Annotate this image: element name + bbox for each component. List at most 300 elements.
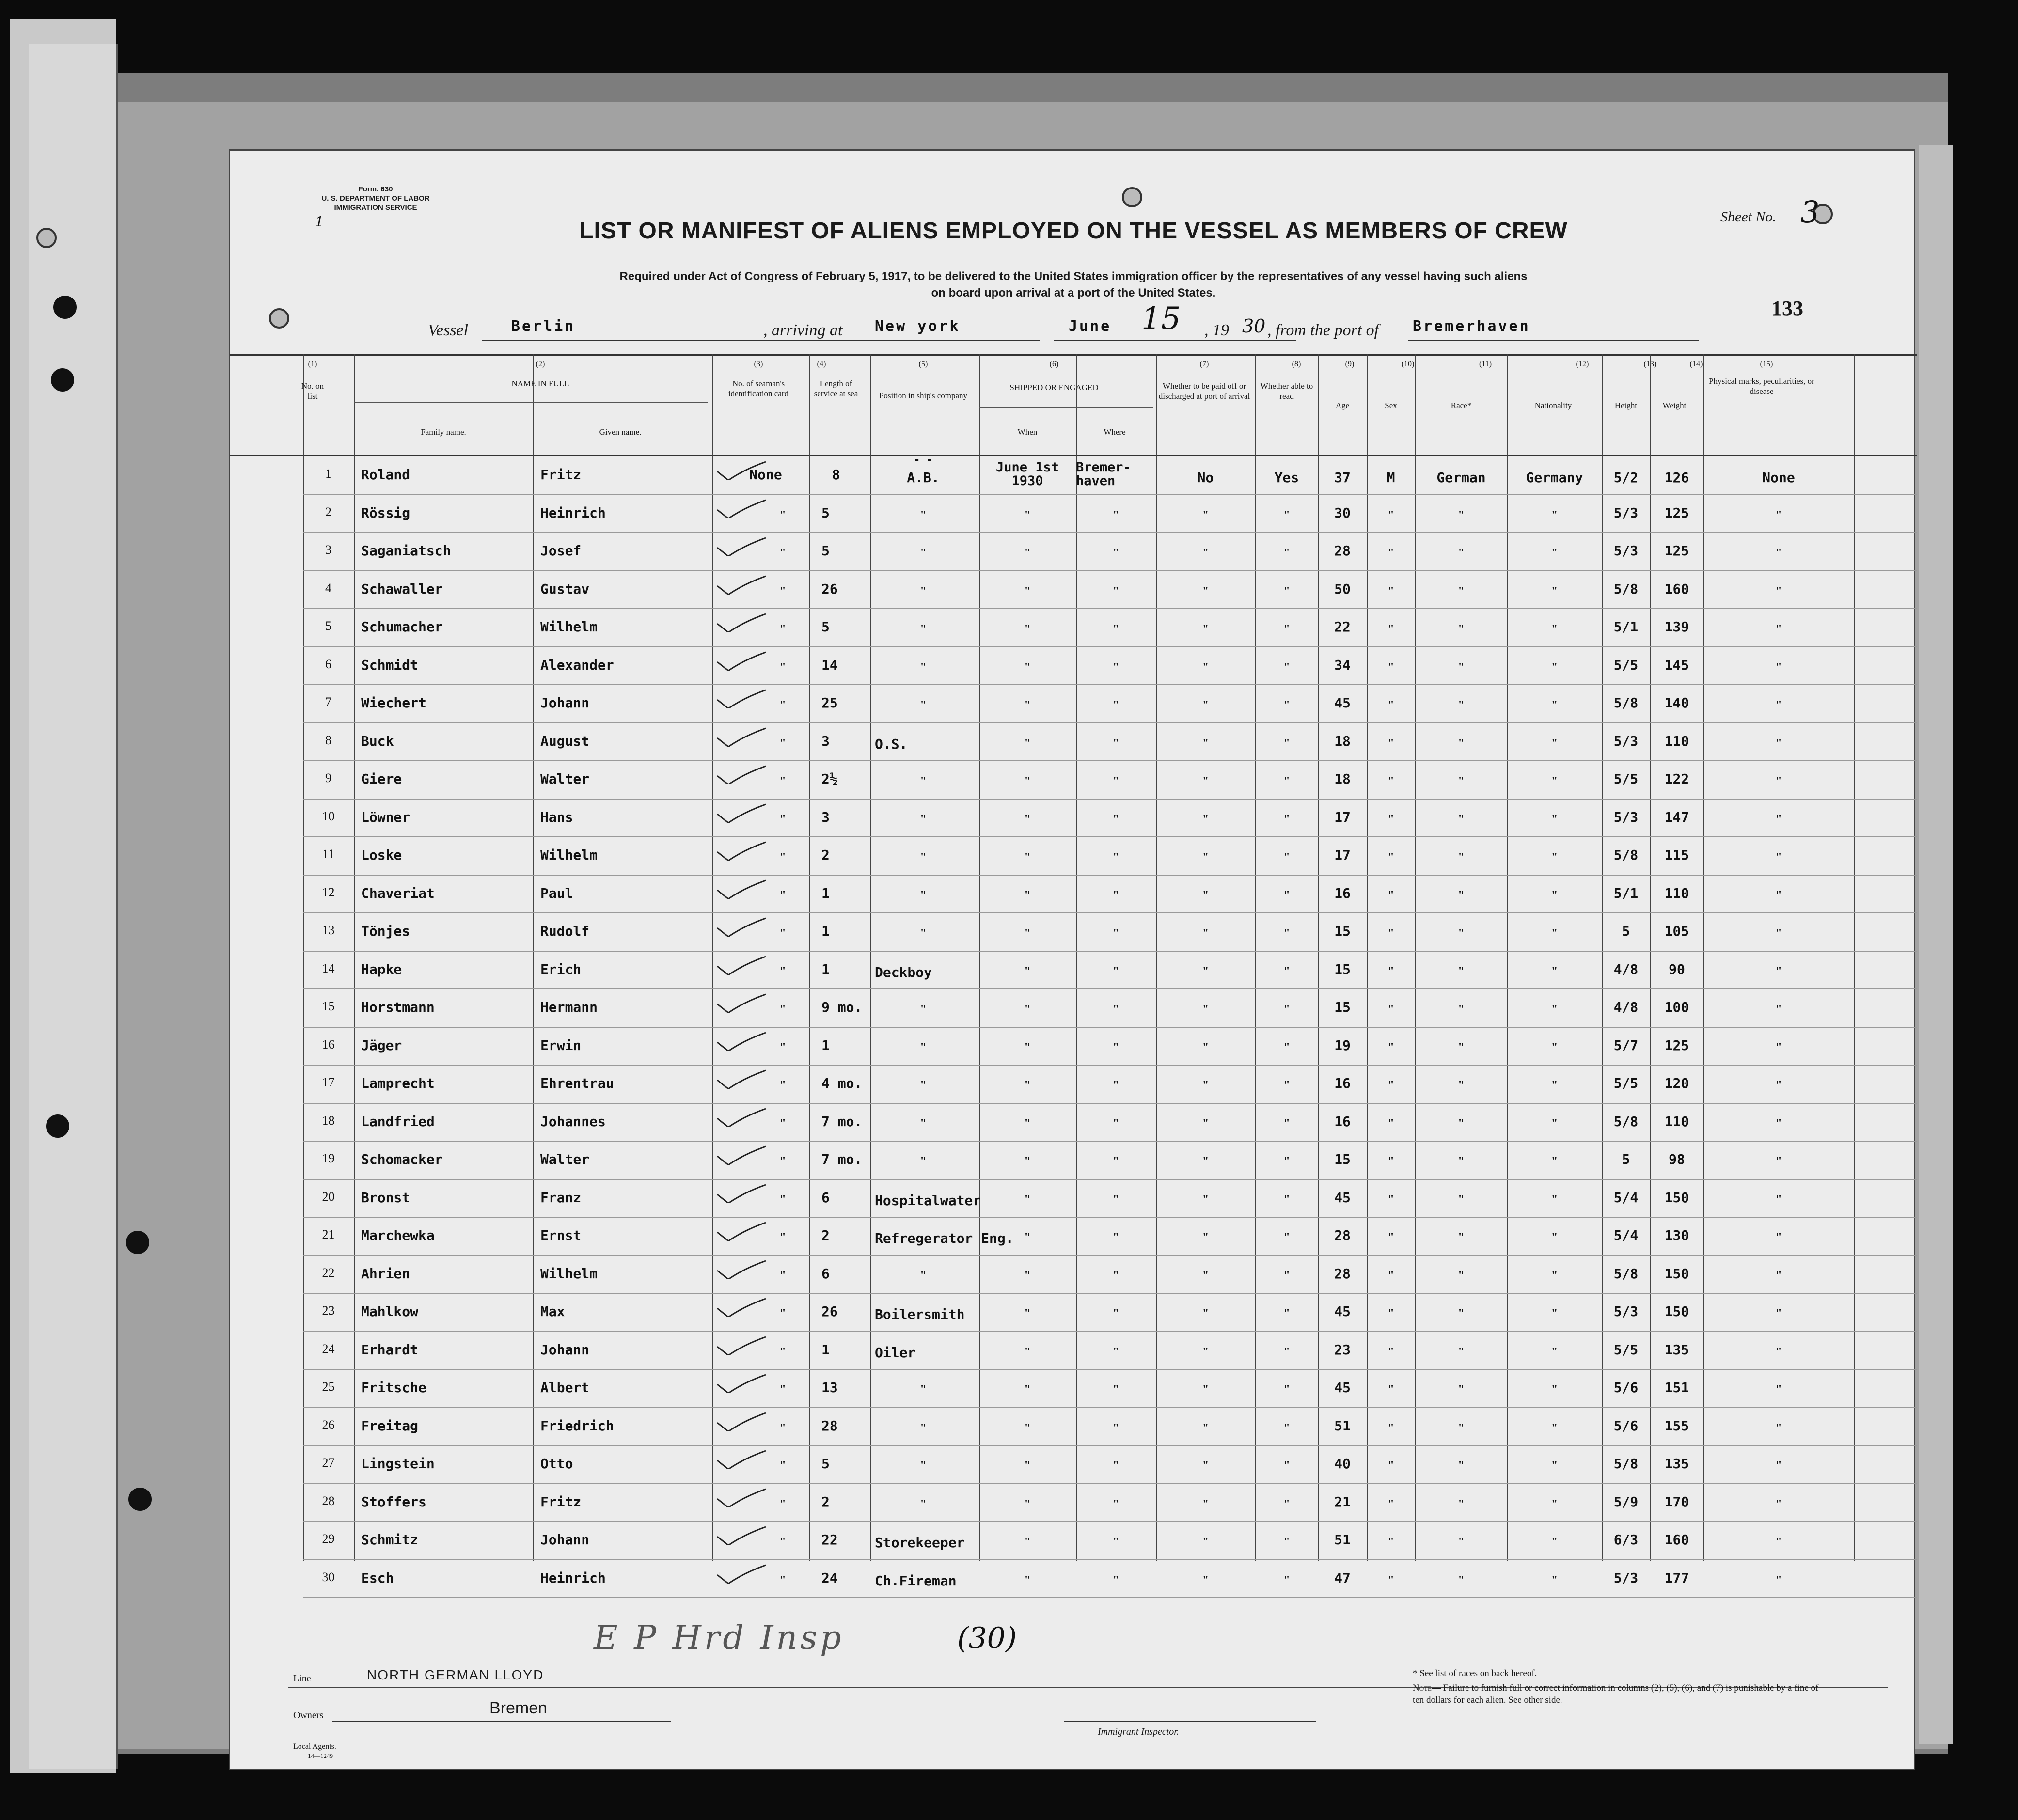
- family-name: Saganiatsch: [361, 543, 451, 559]
- when-ditto: ": [1024, 1573, 1031, 1586]
- given-name: Johannes: [540, 1113, 606, 1130]
- age: 28: [1334, 543, 1351, 559]
- column-number: (14): [1689, 360, 1703, 368]
- line-value: NORTH GERMAN LLOYD: [367, 1667, 544, 1682]
- sex-ditto: ": [1387, 1345, 1394, 1358]
- paid-off-ditto: ": [1202, 965, 1209, 978]
- age: 16: [1334, 1075, 1351, 1091]
- paid-off-ditto: ": [1202, 1155, 1209, 1168]
- given-name: Franz: [540, 1189, 582, 1206]
- service-length: 7 mo.: [821, 1113, 863, 1130]
- shipped-where: Bremer-: [1076, 460, 1131, 475]
- able-read-ditto: ": [1283, 1383, 1290, 1396]
- position-ditto: ": [920, 1155, 927, 1168]
- row-line: [303, 684, 1917, 685]
- sex-ditto: ": [1387, 547, 1394, 559]
- race-ditto: ": [1458, 660, 1465, 674]
- height: 5/3: [1613, 1569, 1639, 1586]
- family-name: Schmitz: [361, 1532, 419, 1548]
- paid-off-ditto: ": [1202, 1117, 1209, 1130]
- age: 30: [1334, 504, 1351, 521]
- row-line: [303, 799, 1917, 800]
- where-ditto: ": [1112, 1193, 1119, 1206]
- position-ditto: ": [920, 623, 927, 635]
- race-ditto: ": [1458, 623, 1465, 635]
- height: 5/9: [1613, 1493, 1639, 1510]
- race-ditto: ": [1458, 813, 1465, 826]
- column-number: (8): [1292, 360, 1301, 368]
- race-ditto: ": [1458, 1041, 1465, 1054]
- race-ditto: ": [1458, 1307, 1465, 1320]
- given-name: Hans: [540, 809, 573, 825]
- id-card-ditto: ": [779, 965, 786, 978]
- nationality-ditto: ": [1551, 1269, 1558, 1282]
- id-card-ditto: ": [779, 547, 786, 559]
- marks-ditto: ": [1775, 1307, 1782, 1320]
- height: 5/8: [1613, 581, 1639, 597]
- when-ditto: ": [1024, 1459, 1031, 1472]
- height: 5/5: [1613, 1341, 1639, 1358]
- able-read-ditto: ": [1283, 1536, 1290, 1548]
- underline: [1408, 340, 1699, 341]
- where-ditto: ": [1112, 1421, 1119, 1434]
- marks-ditto: ": [1775, 1003, 1782, 1016]
- id-card-ditto: ": [779, 1041, 786, 1054]
- marks-ditto: ": [1775, 1536, 1782, 1548]
- page-subtitle: [230, 268, 1917, 301]
- service-length: 3: [821, 809, 830, 825]
- given-name: Fritz: [540, 1493, 582, 1510]
- sex-ditto: ": [1387, 623, 1394, 635]
- able-read-ditto: ": [1283, 1345, 1290, 1358]
- header-height: Height: [1614, 401, 1638, 410]
- column-number: (13): [1643, 360, 1657, 368]
- manifest-sheet: [229, 149, 1915, 1770]
- given-name: Wilhelm: [540, 1265, 598, 1282]
- nationality-ditto: ": [1551, 660, 1558, 674]
- row-number: 26: [322, 1417, 335, 1432]
- height: 5/8: [1613, 847, 1639, 863]
- race-ditto: ": [1458, 1459, 1465, 1472]
- right-edge-sheet: [1919, 145, 1953, 1744]
- page-title: LIST OR MANIFEST OF ALIENS EMPLOYED ON THE VESSEL AS MEMBERS OF CREW: [579, 218, 1568, 244]
- underline: [870, 340, 1040, 341]
- nationality-ditto: ": [1551, 1231, 1558, 1244]
- id-card-ditto: ": [779, 1003, 786, 1016]
- position: Hospitalwater: [875, 1192, 981, 1208]
- header-sex: Sex: [1385, 401, 1397, 410]
- able-read-ditto: ": [1283, 1497, 1290, 1510]
- weight: 110: [1664, 1113, 1689, 1130]
- when-ditto: ": [1024, 813, 1031, 826]
- header-age: Age: [1335, 401, 1350, 410]
- position-ditto: ": [920, 813, 927, 826]
- family-name: Wiechert: [361, 695, 426, 711]
- check-mark-icon: [715, 1488, 768, 1507]
- row-line: [303, 570, 1917, 571]
- punch-hole: [51, 368, 74, 392]
- id-card-ditto: ": [779, 1421, 786, 1434]
- row-number: 30: [322, 1569, 335, 1584]
- height: 6/3: [1613, 1532, 1639, 1548]
- paid-off-ditto: ": [1202, 1497, 1209, 1510]
- age: 28: [1334, 1265, 1351, 1282]
- able-read-ditto: ": [1283, 699, 1290, 711]
- height: 5/3: [1613, 809, 1639, 825]
- sex-ditto: ": [1387, 927, 1394, 940]
- position-mark: - -: [914, 454, 933, 466]
- form-header: [298, 185, 453, 212]
- header-able-read: Whether able to read: [1260, 381, 1313, 401]
- height: 5/6: [1613, 1417, 1639, 1434]
- column-number: (12): [1576, 360, 1589, 368]
- race: German: [1436, 470, 1486, 486]
- nationality-ditto: ": [1551, 1573, 1558, 1586]
- where-ditto: ": [1112, 965, 1119, 978]
- age: 51: [1334, 1532, 1351, 1548]
- where-ditto: ": [1112, 889, 1119, 902]
- nationality-ditto: ": [1551, 775, 1558, 787]
- sex-ditto: ": [1387, 737, 1394, 750]
- when-ditto: ": [1024, 584, 1031, 597]
- row-line: [303, 1369, 1917, 1370]
- shipped-where-2: haven: [1076, 473, 1116, 488]
- position: Storekeeper: [875, 1535, 965, 1551]
- row-line: [303, 1027, 1917, 1028]
- row-number: 14: [322, 961, 335, 975]
- service-length: 6: [821, 1265, 830, 1282]
- paid-off-ditto: ": [1202, 699, 1209, 711]
- service-length: 2½: [821, 771, 838, 787]
- check-mark-icon: [715, 1145, 768, 1165]
- check-mark-icon: [715, 651, 768, 671]
- id-card-ditto: ": [779, 1345, 786, 1358]
- row-line: [303, 646, 1917, 647]
- punch-hole: [36, 228, 57, 248]
- column-number: (11): [1479, 360, 1492, 368]
- nationality-ditto: ": [1551, 584, 1558, 597]
- weight: 125: [1664, 504, 1689, 521]
- service-length: 2: [821, 847, 830, 863]
- race-ditto: ": [1458, 699, 1465, 711]
- position-ditto: ": [920, 1497, 927, 1510]
- where-ditto: ": [1112, 699, 1119, 711]
- family-name: Schmidt: [361, 657, 419, 673]
- service-length: 14: [821, 657, 838, 673]
- weight: 150: [1664, 1189, 1689, 1206]
- service-length: 5: [821, 504, 830, 521]
- when-ditto: ": [1024, 851, 1031, 863]
- family-name: Erhardt: [361, 1341, 419, 1358]
- marks-ditto: ": [1775, 1421, 1782, 1434]
- able-read-ditto: ": [1283, 775, 1290, 787]
- height: 5/6: [1613, 1380, 1639, 1396]
- race-ditto: ": [1458, 1155, 1465, 1168]
- check-mark-icon: [715, 499, 768, 518]
- when-ditto: ": [1024, 623, 1031, 635]
- where-ditto: ": [1112, 1003, 1119, 1016]
- position-ditto: ": [920, 1269, 927, 1282]
- marks-ditto: ": [1775, 889, 1782, 902]
- row-line: [303, 1179, 1917, 1180]
- paid-off-ditto: ": [1202, 927, 1209, 940]
- shipped-when-year: 1930: [1011, 473, 1043, 488]
- race-ditto: ": [1458, 1231, 1465, 1244]
- paid-off-ditto: ": [1202, 1079, 1209, 1092]
- nationality-ditto: ": [1551, 1345, 1558, 1358]
- nationality-ditto: ": [1551, 1079, 1558, 1092]
- race-ditto: ": [1458, 851, 1465, 863]
- shipped-when: June 1st: [995, 460, 1059, 475]
- column-number: (15): [1760, 360, 1773, 368]
- height: 5: [1622, 923, 1630, 939]
- family-name: Jäger: [361, 1037, 402, 1053]
- inspector-label: Immigrant Inspector.: [1098, 1726, 1179, 1737]
- race-ditto: ": [1458, 775, 1465, 787]
- owners-label: Owners: [293, 1710, 324, 1721]
- position: A.B.: [907, 470, 940, 486]
- vessel-name: Berlin: [511, 318, 576, 335]
- race-ditto: ": [1458, 1421, 1465, 1434]
- column-number: (7): [1199, 360, 1209, 368]
- position-ditto: ": [920, 927, 927, 940]
- family-name: Bronst: [361, 1189, 410, 1206]
- row-number: 12: [322, 885, 335, 899]
- position: Boilersmith: [875, 1306, 965, 1322]
- service-length: 1: [821, 1037, 830, 1053]
- column-line: [1854, 354, 1855, 1561]
- age: 15: [1334, 999, 1351, 1015]
- nationality-ditto: ": [1551, 1003, 1558, 1016]
- id-card-ditto: ": [779, 1573, 786, 1586]
- sex-ditto: ": [1387, 889, 1394, 902]
- form-mark: 1: [315, 214, 324, 230]
- check-mark-icon: [715, 1032, 768, 1051]
- race-ditto: ": [1458, 1573, 1465, 1586]
- when-ditto: ": [1024, 775, 1031, 787]
- paid-off-ditto: ": [1202, 1421, 1209, 1434]
- header-race: Race*: [1450, 401, 1472, 410]
- sex-ditto: ": [1387, 584, 1394, 597]
- row-line: [303, 608, 1917, 609]
- able-read-ditto: ": [1283, 737, 1290, 750]
- age: 47: [1334, 1569, 1351, 1586]
- check-mark-icon: [715, 803, 768, 823]
- when-ditto: ": [1024, 1421, 1031, 1434]
- position-ditto: ": [920, 1041, 927, 1054]
- marks-ditto: ": [1775, 1459, 1782, 1472]
- position-ditto: ": [920, 1383, 927, 1396]
- race-ditto: ": [1458, 547, 1465, 559]
- marks-ditto: ": [1775, 737, 1782, 750]
- id-card-ditto: ": [779, 1459, 786, 1472]
- check-mark-icon: [715, 917, 768, 937]
- row-number: 11: [322, 847, 335, 861]
- id-card-ditto: ": [779, 851, 786, 863]
- header-family-name: Family name.: [421, 427, 466, 437]
- row-line: [303, 1445, 1917, 1446]
- column-line: [1507, 354, 1508, 1561]
- paid-off-ditto: ": [1202, 1536, 1209, 1548]
- inspector-signature: E P Hrd Insp: [594, 1619, 844, 1657]
- family-name: Loske: [361, 847, 402, 863]
- row-number: 19: [322, 1151, 335, 1165]
- nationality-ditto: ": [1551, 1497, 1558, 1510]
- row-number: 5: [325, 619, 331, 633]
- row-number: 9: [325, 771, 331, 785]
- sex-ditto: ": [1387, 508, 1394, 521]
- race-ditto: ": [1458, 1345, 1465, 1358]
- row-line: [303, 1103, 1917, 1104]
- age: 21: [1334, 1493, 1351, 1510]
- when-ditto: ": [1024, 1155, 1031, 1168]
- row-number: 18: [322, 1113, 335, 1128]
- sex-ditto: ": [1387, 1079, 1394, 1092]
- column-line: [354, 354, 355, 1561]
- row-number: 21: [322, 1227, 335, 1241]
- position-ditto: ": [920, 699, 927, 711]
- given-name: Fritz: [540, 467, 582, 483]
- race-ditto: ": [1458, 1536, 1465, 1548]
- physical-marks: None: [1762, 470, 1795, 486]
- row-line: [303, 875, 1917, 876]
- id-card-ditto: ": [779, 699, 786, 711]
- id-card-ditto: ": [779, 1307, 786, 1320]
- given-name: Ernst: [540, 1227, 582, 1243]
- weight: 100: [1664, 999, 1689, 1015]
- given-name: Walter: [540, 771, 590, 787]
- height: 4/8: [1613, 961, 1639, 977]
- where-ditto: ": [1112, 1459, 1119, 1472]
- marks-ditto: ": [1775, 699, 1782, 711]
- sheet-label: Sheet No.: [1720, 209, 1776, 225]
- header-nationality: Nationality: [1534, 401, 1572, 410]
- age: 45: [1334, 695, 1351, 711]
- weight: 160: [1664, 581, 1689, 597]
- when-ditto: ": [1024, 1231, 1031, 1244]
- header-position: Position in ship's company: [879, 391, 968, 400]
- nationality-ditto: ": [1551, 623, 1558, 635]
- family-name: Roland: [361, 467, 410, 483]
- height: 5/2: [1613, 470, 1639, 486]
- row-line: [303, 532, 1917, 533]
- header-subline: [354, 402, 708, 403]
- vessel-label: Vessel: [428, 321, 469, 339]
- able-read-ditto: ": [1283, 1193, 1290, 1206]
- row-line: [303, 1065, 1917, 1066]
- row-number: 16: [322, 1037, 335, 1051]
- service-length: 28: [821, 1417, 838, 1434]
- marks-ditto: ": [1775, 1383, 1782, 1396]
- id-card-ditto: ": [779, 1269, 786, 1282]
- when-ditto: ": [1024, 1117, 1031, 1130]
- paid-off-ditto: ": [1202, 1383, 1209, 1396]
- id-card-ditto: ": [779, 508, 786, 521]
- marks-ditto: ": [1775, 584, 1782, 597]
- where-ditto: ": [1112, 547, 1119, 559]
- able-read-ditto: ": [1283, 1231, 1290, 1244]
- able-read-ditto: ": [1283, 813, 1290, 826]
- service-length: 26: [821, 1303, 838, 1319]
- family-name: Freitag: [361, 1417, 419, 1434]
- position-ditto: ": [920, 1459, 927, 1472]
- where-ditto: ": [1112, 1079, 1119, 1092]
- service-length: 1: [821, 961, 830, 977]
- height: 5/7: [1613, 1037, 1639, 1053]
- age: 45: [1334, 1189, 1351, 1206]
- marks-ditto: ": [1775, 813, 1782, 826]
- age: 23: [1334, 1341, 1351, 1358]
- height: 5/8: [1613, 1456, 1639, 1472]
- id-card-ditto: ": [779, 1497, 786, 1510]
- check-mark-icon: [715, 1184, 768, 1203]
- family-name: Giere: [361, 771, 402, 787]
- sheet-number: 3: [1800, 194, 1820, 230]
- age: 50: [1334, 581, 1351, 597]
- when-ditto: ": [1024, 508, 1031, 521]
- family-name: Ahrien: [361, 1265, 410, 1282]
- able-read-ditto: ": [1283, 547, 1290, 559]
- crew-total: (30): [957, 1621, 1017, 1655]
- row-line: [303, 1597, 1917, 1598]
- where-ditto: ": [1112, 1155, 1119, 1168]
- family-name: Schomacker: [361, 1151, 443, 1167]
- race-ditto: ": [1458, 1117, 1465, 1130]
- race-ditto: ": [1458, 508, 1465, 521]
- header-id-card: No. of seaman's identification card: [728, 379, 789, 398]
- row-line: [303, 1483, 1917, 1484]
- when-ditto: ": [1024, 1041, 1031, 1054]
- family-name: Tönjes: [361, 923, 410, 939]
- header-paid-off: Whether to be paid off or discharged at port of arrival: [1158, 381, 1250, 401]
- height: 5/5: [1613, 1075, 1639, 1091]
- when-ditto: ": [1024, 1383, 1031, 1396]
- when-ditto: ": [1024, 1497, 1031, 1510]
- id-card-ditto: ": [779, 1536, 786, 1548]
- row-number: 3: [325, 543, 331, 557]
- header-no-on-list: No. on list: [301, 381, 324, 401]
- weight: 105: [1664, 923, 1689, 939]
- arriving-label: , arriving at: [763, 321, 843, 339]
- row-line: [303, 951, 1917, 952]
- family-name: Lingstein: [361, 1456, 435, 1472]
- column-number: (9): [1345, 360, 1355, 368]
- row-line: [303, 494, 1917, 495]
- header-subline: [979, 407, 1153, 408]
- row-number: 25: [322, 1380, 335, 1394]
- height: 5/5: [1613, 771, 1639, 787]
- column-number: (10): [1401, 360, 1415, 368]
- weight: 139: [1664, 619, 1689, 635]
- when-ditto: ": [1024, 927, 1031, 940]
- nationality-ditto: ": [1551, 927, 1558, 940]
- able-read-ditto: ": [1283, 1421, 1290, 1434]
- weight: 170: [1664, 1493, 1689, 1510]
- weight: 110: [1664, 885, 1689, 901]
- sex-ditto: ": [1387, 1421, 1394, 1434]
- where-ditto: ": [1112, 660, 1119, 674]
- given-name: Paul: [540, 885, 573, 901]
- where-ditto: ": [1112, 1573, 1119, 1586]
- nationality-ditto: ": [1551, 699, 1558, 711]
- able-read-ditto: ": [1283, 889, 1290, 902]
- age: 17: [1334, 847, 1351, 863]
- family-name: Löwner: [361, 809, 410, 825]
- row-line: [303, 1217, 1917, 1218]
- row-number: 8: [325, 733, 331, 747]
- sex-ditto: ": [1387, 1536, 1394, 1548]
- position-ditto: ": [920, 1421, 927, 1434]
